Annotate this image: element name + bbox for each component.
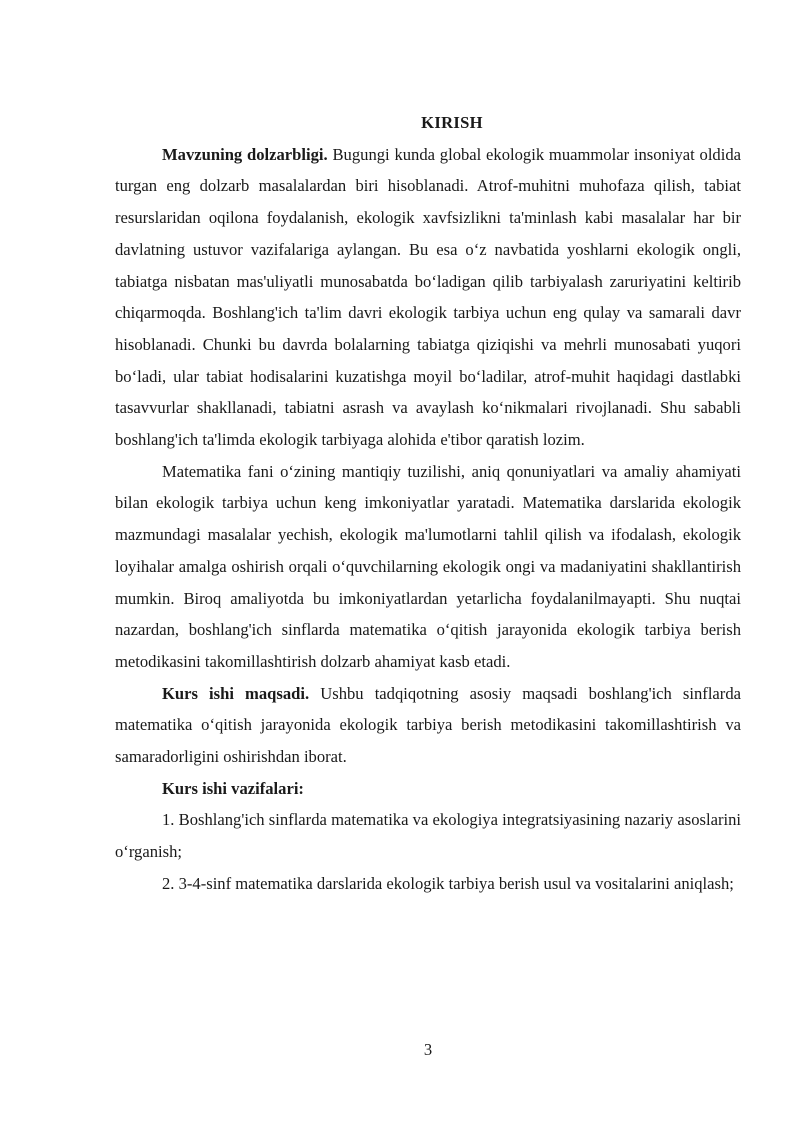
goal-heading: Kurs ishi maqsadi. [162, 683, 310, 703]
document-body [115, 107, 741, 900]
relevance-paragraph [115, 139, 741, 456]
goal-paragraph [115, 678, 741, 773]
tasks-heading: Kurs ishi vazifalari: [162, 778, 304, 798]
relevance-text: Bugungi kunda global ekologik muammolar insoniyat oldida turgan eng dolzarb masalalardan biri hisoblanadi. Atrof-muhitni muhofaza qilish, tabiat resurslaridan oqilona foydalanish, ekologik xavfsizlikni ta'minlash kabi masalalar har bir davlatning ustuvor vazifalariga aylangan. Bu esa o‘z navbatida yoshlarni ekologik ongli, tabiatga nisbatan mas'uliyatli munosabatda bo‘ladigan qilib tarbiyalash zaruriyatini keltirib chiqarmoqda. Boshlang'ich ta'lim davri ekologik tarbiya uchun eng qulay va samarali davr hisoblanadi. Chunki bu davrda bolalarning tabiatga qiziqishi va mehrli munosabati yuqori bo‘ladi, ular tabiat hodisalarini kuzatishga moyil bo‘ladilar, atrof-muhit haqidagi dastlabki tasavvurlar shakllanadi, tabiatni asrash va avaylash ko‘nikmalari rivojlanadi. Shu sababli boshlang'ich ta'limda ekologik tarbiyaga alohida e'tibor qaratish lozim. [115, 144, 742, 450]
relevance-heading: Mavzuning dolzarbligi. [162, 144, 328, 164]
task-item-2: 2. 3-4-sinf matematika darslarida ekologik tarbiya berish usul va vositalarini aniqlash; [162, 873, 734, 893]
section-title: KIRISH [421, 113, 483, 132]
task-item-1: 1. Boshlang'ich sinflarda matematika va ekologiya integratsiyasining nazariy asoslarini o‘rganish; [115, 810, 741, 862]
page-number: 3 [423, 1040, 433, 1059]
paragraph-mathematics: Matematika fani o‘zining mantiqiy tuzilishi, aniq qonuniyatlari va amaliy ahamiyati bilan ekologik tarbiya uchun keng imkoniyatlar yaratadi. Matematika darslarida ekologik mazmundagi masalalar yechish, ekologik ma'lumotlarni tahlil qilish va ifodalash, ekologik loyihalar amalga oshirish orqali o‘quvchilarning ekologik ongi va madaniyatini shakllantirish mumkin. Biroq amaliyotda bu imkoniyatlardan yetarlicha foydalanilmayapti. Shu nuqtai nazardan, boshlang'ich sinflarda matematika o‘qitish jarayonida ekologik tarbiya berish metodikasini takomillashtirish dolzarb ahamiyat kasb etadi. [115, 461, 741, 671]
goal-text: Ushbu tadqiqotning asosiy maqsadi boshlang'ich sinflarda matematika o‘qitish jarayonida ekologik tarbiya berish metodikasini takomillashtirish va samaradorligini oshirishdan iborat. [115, 683, 741, 767]
